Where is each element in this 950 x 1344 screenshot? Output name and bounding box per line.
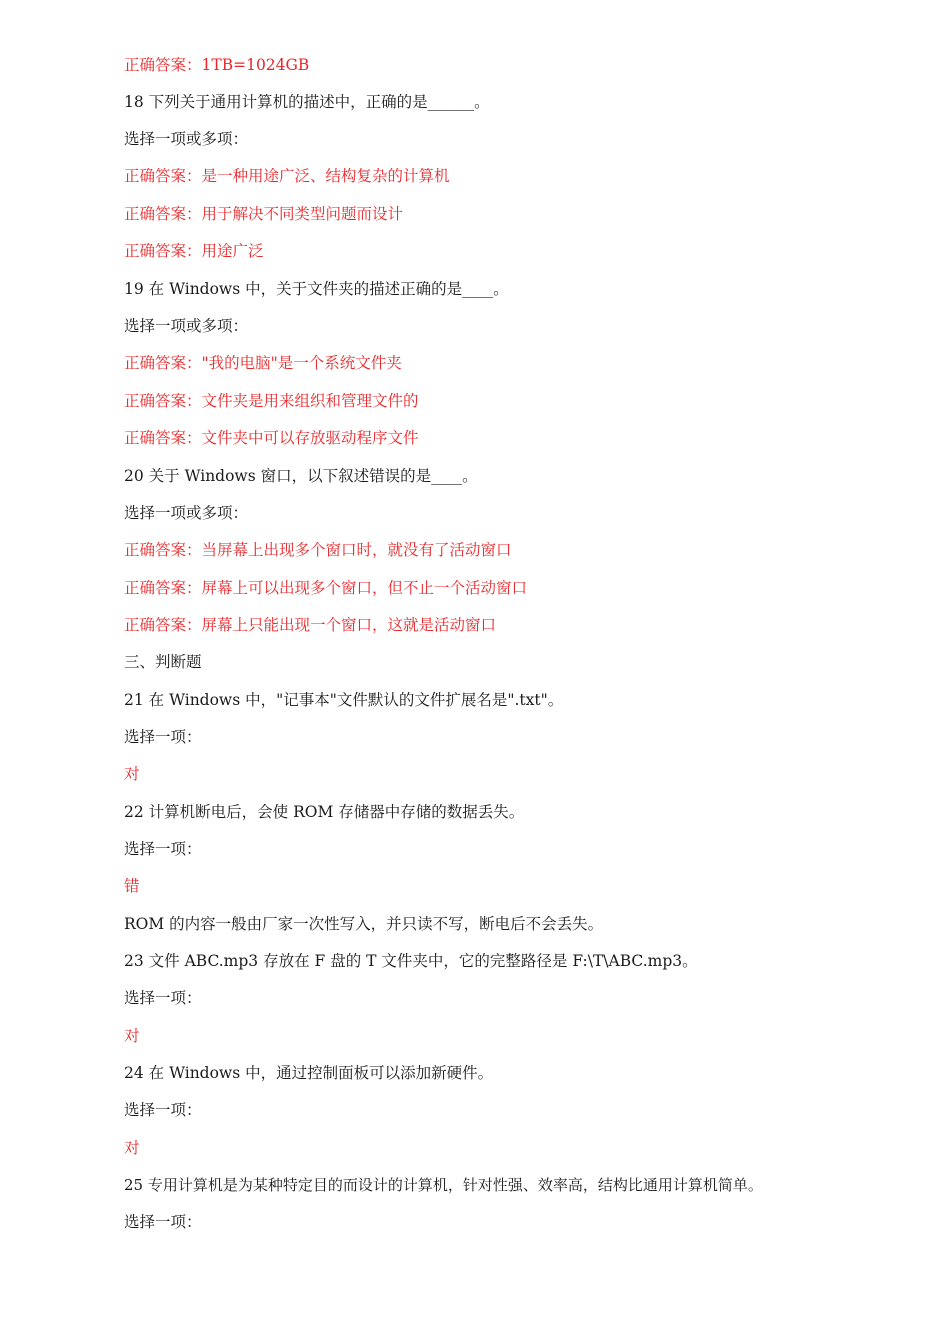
choice-prompt: 选择一项：	[124, 1101, 202, 1119]
answer-line: 正确答案：是一种用途广泛、结构复杂的计算机	[124, 167, 450, 185]
answer-line: 正确答案：文件夹中可以存放驱动程序文件	[124, 429, 419, 447]
answer-line: 正确答案：屏幕上只能出现一个窗口，这就是活动窗口	[124, 616, 497, 634]
question-25: 25 专用计算机是为某种特定目的而设计的计算机，针对性强、效率高，结构比通用计算机简单。	[124, 1176, 763, 1194]
choice-prompt: 选择一项：	[124, 1213, 202, 1231]
answer-line: 正确答案：用于解决不同类型问题而设计	[124, 205, 404, 223]
answer-line: 对	[124, 1027, 140, 1045]
question-21: 21 在 Windows 中，"记事本"文件默认的文件扩展名是".txt"。	[124, 691, 564, 709]
choice-prompt: 选择一项：	[124, 728, 202, 746]
answer-line: 错	[124, 877, 140, 895]
choice-prompt: 选择一项：	[124, 989, 202, 1007]
answer-line: 正确答案：文件夹是用来组织和管理文件的	[124, 392, 419, 410]
question-24: 24 在 Windows 中，通过控制面板可以添加新硬件。	[124, 1064, 494, 1082]
question-22: 22 计算机断电后，会使 ROM 存储器中存储的数据丢失。	[124, 803, 525, 821]
answer-line: 正确答案：当屏幕上出现多个窗口时，就没有了活动窗口	[124, 541, 512, 559]
choice-prompt: 选择一项或多项：	[124, 130, 249, 148]
section-heading: 三、判断题	[124, 653, 202, 671]
question-20: 20 关于 Windows 窗口，以下叙述错误的是____。	[124, 467, 478, 485]
answer-line: 对	[124, 1139, 140, 1157]
choice-prompt: 选择一项或多项：	[124, 317, 249, 335]
answer-line: 正确答案："我的电脑"是一个系统文件夹	[124, 354, 402, 372]
choice-prompt: 选择一项：	[124, 840, 202, 858]
answer-line: 正确答案：用途广泛	[124, 242, 264, 260]
choice-prompt: 选择一项或多项：	[124, 504, 249, 522]
explanation-text: ROM 的内容一般由厂家一次性写入，并只读不写，断电后不会丢失。	[124, 915, 604, 933]
question-19: 19 在 Windows 中，关于文件夹的描述正确的是____。	[124, 280, 509, 298]
answer-line: 正确答案：屏幕上可以出现多个窗口，但不止一个活动窗口	[124, 579, 528, 597]
answer-line: 对	[124, 765, 140, 783]
answer-line: 正确答案：1TB=1024GB	[124, 56, 310, 74]
question-18: 18 下列关于通用计算机的描述中，正确的是______。	[124, 93, 490, 111]
question-23: 23 文件 ABC.mp3 存放在 F 盘的 T 文件夹中，它的完整路径是 F:\T\ABC.mp3。	[124, 952, 698, 970]
